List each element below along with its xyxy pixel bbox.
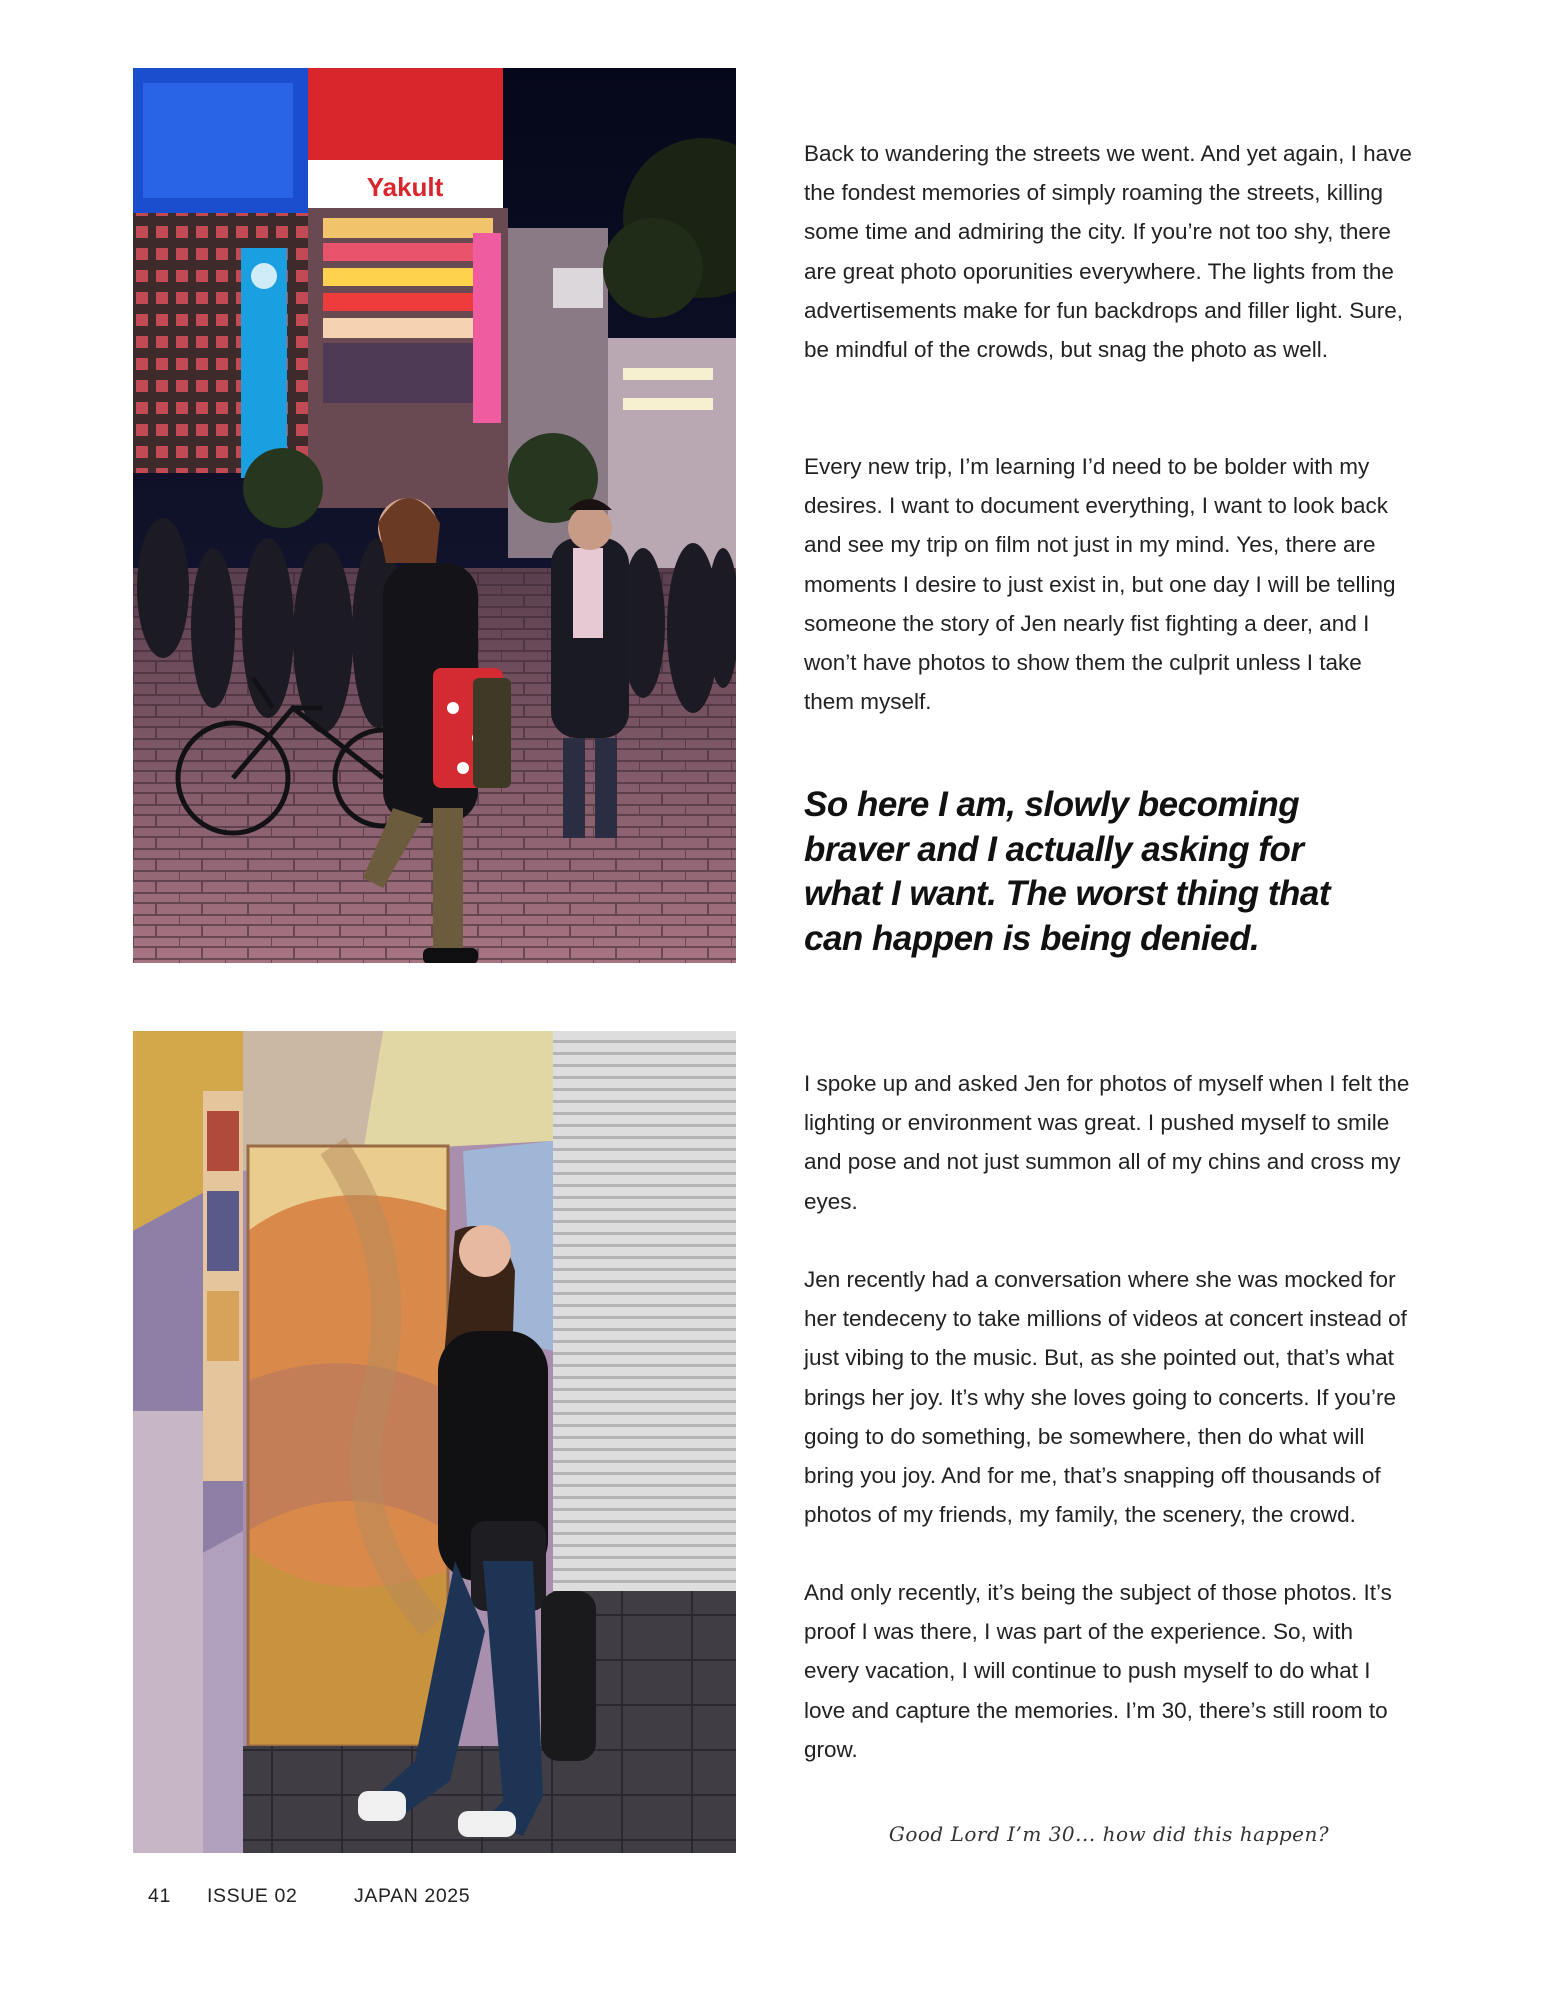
- article-paragraph-2: Every new trip, I’m learning I’d need to be bolder with my desires. I want to document everything, I want to look back and see my trip on film not just in my mind. Yes, there are moments I desire to just exist in, but one day I will be telling someone the story of Jen nearly fist fighting a deer, and I won’t have photos to show them the culprit unless I take them myself.: [804, 454, 1396, 715]
- handwritten-caption: Good Lord I’m 30... how did this happen?: [888, 1822, 1330, 1846]
- billboard-text: Yakult: [366, 172, 444, 202]
- article-paragraph-5: And only recently, it’s being the subject of those photos. It’s proof I was there, I was part of the experience. So, with every vacation, I will continue to push myself to do what I love and capture the memories. I’m 30, there’s still room to grow.: [804, 1580, 1392, 1762]
- photo-night-street-illustration: [133, 68, 736, 963]
- edition-label: JAPAN 2025: [354, 1885, 471, 1907]
- photo-night-street: [133, 68, 736, 963]
- photo-mural-wall-illustration: [133, 1031, 736, 1853]
- issue-label: ISSUE 02: [207, 1885, 298, 1907]
- photo-mural-wall: [133, 1031, 736, 1853]
- article-paragraph-3: I spoke up and asked Jen for photos of myself when I felt the lighting or environment was great. I pushed myself to smile and pose and not just summon all of my chins and cross my eyes.: [804, 1071, 1410, 1214]
- page-number: 41: [148, 1885, 171, 1907]
- pull-quote: So here I am, slowly becoming braver and I actually asking for what I want. The worst thing that can happen is being denied.: [804, 785, 1330, 958]
- article-paragraph-4: Jen recently had a conversation where she was mocked for her tendeceny to take millions of videos at concert instead of just vibing to the music. But, as she pointed out, that’s what brings her joy. It’s why she loves going to concerts. If you’re going to do something, be somewhere, then do what will bring you joy. And for me, that’s snapping off thousands of photos of my friends, my family, the scenery, the crowd.: [804, 1267, 1407, 1528]
- article-paragraph-1: Back to wandering the streets we went. And yet again, I have the fondest memories of simply roaming the streets, killing some time and admiring the city. If you’re not too shy, there are great photo oporunities everywhere. The lights from the advertisements make for fun backdrops and filler light. Sure, be mindful of the crowds, but snag the photo as well.: [804, 141, 1412, 363]
